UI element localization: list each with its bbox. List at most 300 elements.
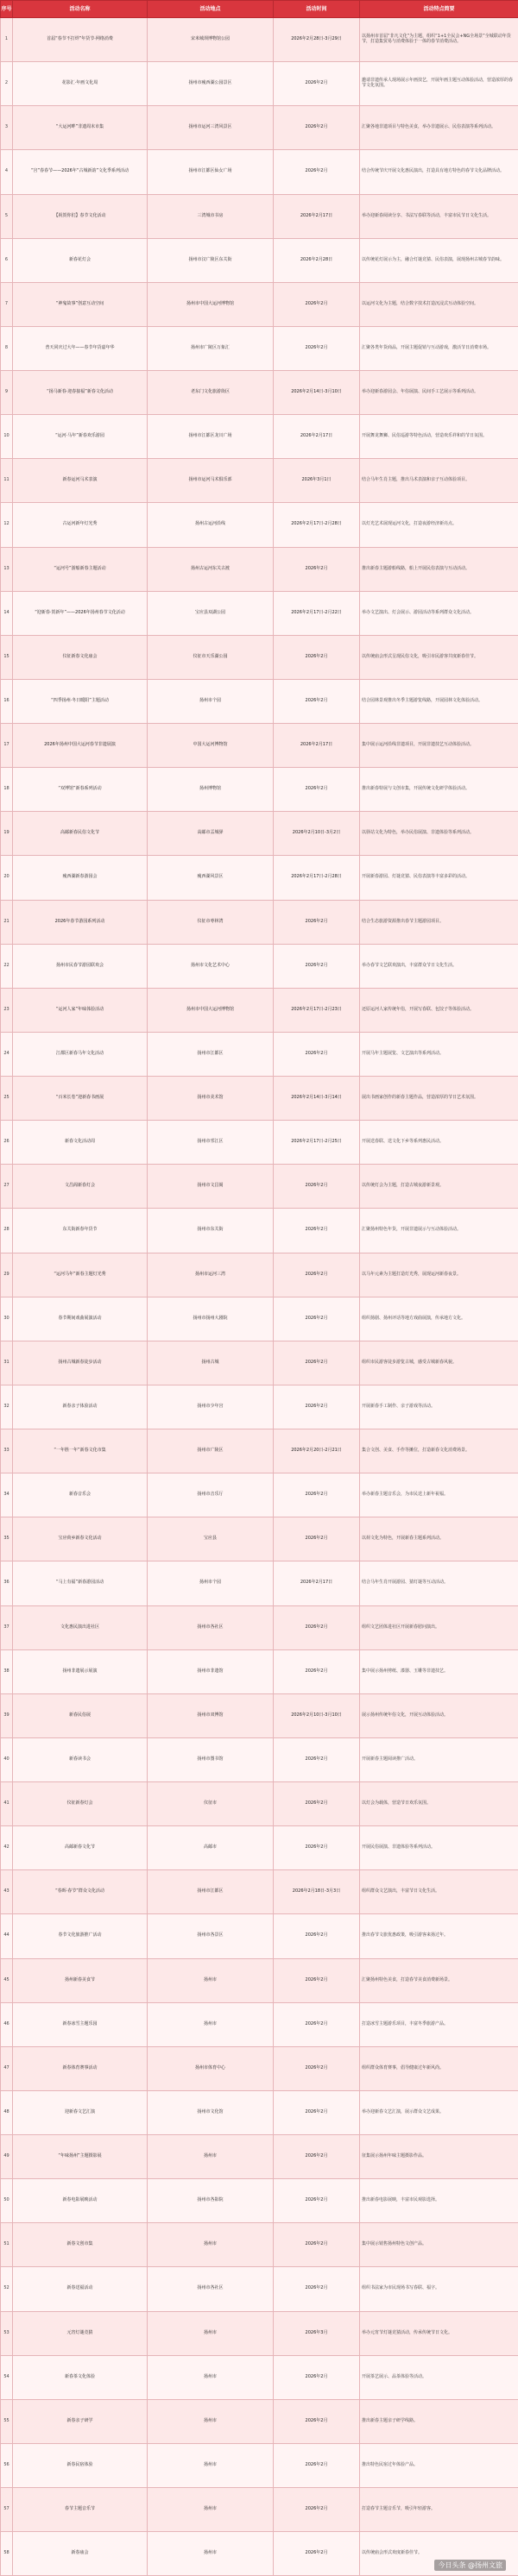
row-number: 7: [1, 282, 13, 326]
row-description: 开展送春联、送文化下乡等系列惠民活动。: [360, 1121, 518, 1165]
row-time: 2026年2月: [274, 768, 360, 812]
watermark: 今日头条 @扬州文旅: [434, 2560, 506, 2571]
table-row: [1, 2135, 518, 2179]
row-activity-name: 春节主题音乐节: [13, 2488, 148, 2532]
row-activity-name: 文昌阁新春灯会: [13, 1165, 148, 1209]
table-row: [1, 1209, 518, 1253]
row-description: 组织书法家为市民现场书写春联、福字。: [360, 2267, 518, 2311]
table-row: [1, 1429, 518, 1473]
row-activity-name: “运河人家”年味体验活动: [13, 988, 148, 1032]
row-description: 举办春节文艺联欢演出，丰富群众节日文化生活。: [360, 944, 518, 988]
row-number: 34: [1, 1473, 13, 1517]
row-activity-name: 江都区新春马年文化活动: [13, 1032, 148, 1076]
row-description: 集中展示运河沿线非遗项目，开展非遗技艺互动体验活动。: [360, 724, 518, 768]
row-description: 以扬州市首届“非凡文化”为主题，组织“1+1全民会+NG全场景”全城联动年货节，打造集贸易与消费体验于一体的春节消费活动。: [360, 18, 518, 62]
row-place: 扬州市江都区: [148, 1870, 274, 1914]
row-place: 仪征市枣林湾: [148, 900, 274, 944]
row-number: 30: [1, 1297, 13, 1341]
row-activity-name: “神鬼故事”创意互动空间: [13, 282, 148, 326]
row-time: 2026年2月: [274, 150, 360, 194]
row-time: 2026年2月: [274, 900, 360, 944]
row-place: 高邮市盂城驿: [148, 812, 274, 856]
table-row: [1, 2399, 518, 2443]
row-time: 2026年2月: [274, 2488, 360, 2532]
table-row: [1, 1958, 518, 2002]
row-time: 2026年2月: [274, 2090, 360, 2134]
row-description: 以传统灯会为主题，打造古城夜游新景观。: [360, 1165, 518, 1209]
row-description: 结合园林景观推出冬季主题游览线路，开展园林文化体验活动。: [360, 679, 518, 723]
row-number: 20: [1, 856, 13, 900]
row-time: 2026年2月: [274, 1517, 360, 1561]
row-place: 扬州市文化艺术中心: [148, 944, 274, 988]
row-description: 邀请非遗传承人现场展示年画技艺，开展年画主题互动体验活动，营造浓厚的春节文化氛围。: [360, 62, 518, 106]
row-description: 推出春节文旅优惠政策，吸引游客来扬过年。: [360, 1914, 518, 1958]
row-number: 25: [1, 1077, 13, 1121]
row-place: 扬州古运河沿线: [148, 503, 274, 547]
row-place: 扬州市: [148, 2002, 274, 2046]
row-activity-name: 迎新春文艺汇演: [13, 2090, 148, 2134]
row-number: 57: [1, 2488, 13, 2532]
row-place: 扬州市中国大运河博物馆: [148, 988, 274, 1032]
table-row: [1, 1870, 518, 1914]
row-activity-name: 新春茶文化体验: [13, 2355, 148, 2399]
row-place: 扬州市广陵区: [148, 1429, 274, 1473]
row-number: 26: [1, 1121, 13, 1165]
row-number: 32: [1, 1385, 13, 1429]
row-place: 扬州市个园: [148, 679, 274, 723]
table-row: [1, 150, 518, 194]
row-description: 开展舞龙舞狮、民俗巡游等特色活动，营造欢乐祥和的节日氛围。: [360, 415, 518, 459]
row-activity-name: 春节文化旅游推广活动: [13, 1914, 148, 1958]
table-row: [1, 2223, 518, 2267]
row-place: 扬州市: [148, 1958, 274, 2002]
row-activity-name: 新春文创市集: [13, 2223, 148, 2267]
table-row: [1, 371, 518, 415]
row-activity-name: 新春电影展映活动: [13, 2179, 148, 2223]
row-place: 扬州市美术馆: [148, 1077, 274, 1121]
row-number: 31: [1, 1341, 13, 1385]
row-place: 宝应县: [148, 1517, 274, 1561]
row-place: 扬州博物馆: [148, 768, 274, 812]
row-place: 扬州市: [148, 2443, 274, 2487]
row-activity-name: 古运河新年灯光秀: [13, 503, 148, 547]
row-description: 征集展示扬州年味主题摄影作品。: [360, 2135, 518, 2179]
row-place: 扬州市文昌阁: [148, 1165, 274, 1209]
row-time: 2026年2月: [274, 2267, 360, 2311]
row-place: 老东门文化旅游街区: [148, 371, 274, 415]
row-place: 扬州市中国大运河博物馆: [148, 282, 274, 326]
table-body: [1, 18, 518, 2576]
row-activity-name: 新春亲子体验活动: [13, 1385, 148, 1429]
row-time: 2026年2月17日-2月28日: [274, 503, 360, 547]
row-number: 28: [1, 1209, 13, 1253]
row-activity-name: 【祝贺你们】春节文化活动: [13, 194, 148, 238]
row-time: 2026年2月17日: [274, 1561, 360, 1605]
table-row: [1, 635, 518, 679]
row-number: 43: [1, 1870, 13, 1914]
row-number: 38: [1, 1649, 13, 1693]
row-time: 2026年2月: [274, 547, 360, 591]
table-row: [1, 591, 518, 635]
row-activity-name: 新春亲子研学: [13, 2399, 148, 2443]
table-row: [1, 900, 518, 944]
row-place: 扬州市各社区: [148, 1605, 274, 1649]
row-description: 举办迎新春游园会、年俗展演、民间手工艺展示等系列活动。: [360, 371, 518, 415]
table-row: [1, 194, 518, 238]
table-row: [1, 1253, 518, 1297]
row-activity-name: 首届“春节不打烊”年货节·网络消费: [13, 18, 148, 62]
row-time: 2026年2月: [274, 2443, 360, 2487]
row-place: 扬州市江都区: [148, 1032, 274, 1076]
row-description: 以传统庙会形式呈现民俗文化，吸引市民游客共度新春佳节。: [360, 635, 518, 679]
row-number: 4: [1, 150, 13, 194]
row-activity-name: 2026年春节游园系列活动: [13, 900, 148, 944]
row-description: 开展新春游园、灯谜竞猜、民俗表演等丰富多彩的活动。: [360, 856, 518, 900]
row-time: 2026年2月: [274, 1032, 360, 1076]
row-description: 汇聚各地非遗项目与特色美食，举办非遗展示、民俗表演等系列活动。: [360, 106, 518, 150]
row-description: 开展新春手工制作、亲子游戏等活动。: [360, 1385, 518, 1429]
row-number: 54: [1, 2355, 13, 2399]
table-row: [1, 2443, 518, 2487]
row-place: 高邮市: [148, 1826, 274, 1870]
table-row: [1, 2267, 518, 2311]
row-activity-name: 扬州非遗展示展演: [13, 1649, 148, 1693]
row-place: 扬州市扬州大剧院: [148, 1297, 274, 1341]
row-place: 扬州市运河马术俱乐部: [148, 459, 274, 503]
row-time: 2026年2月: [274, 1737, 360, 1781]
row-activity-name: “四季扬州·冬日暖阳”主题活动: [13, 679, 148, 723]
row-place: 宋米城坝博物馆公园: [148, 18, 274, 62]
row-place: 扬州市: [148, 2355, 274, 2399]
row-time: 2026年2月17日-2月22日: [274, 591, 360, 635]
row-activity-name: “一年胜一年”新春文化市集: [13, 1429, 148, 1473]
row-time: 2026年2月17日-2月28日: [274, 856, 360, 900]
row-description: 推出特色民宿过年体验产品。: [360, 2443, 518, 2487]
row-description: 以运河文化为主题，结合数字技术打造沉浸式互动体验空间。: [360, 282, 518, 326]
row-number: 41: [1, 1782, 13, 1826]
table-row: [1, 1165, 518, 1209]
table-row: [1, 1032, 518, 1076]
row-number: 29: [1, 1253, 13, 1297]
row-time: 2026年3月: [274, 2311, 360, 2355]
row-time: 2026年2月20日-2月21日: [274, 1429, 360, 1473]
row-place: 仪征市: [148, 1782, 274, 1826]
row-time: 2026年2月: [274, 1782, 360, 1826]
table-row: [1, 724, 518, 768]
row-description: 推出新春电影展映，丰富市民观影选择。: [360, 2179, 518, 2223]
row-description: 以灯光艺术展现运河文化，打造夜游经济新亮点。: [360, 503, 518, 547]
table-row: [1, 1782, 518, 1826]
row-time: 2026年2月: [274, 1385, 360, 1429]
table-row: [1, 62, 518, 106]
row-number: 50: [1, 2179, 13, 2223]
row-place: 扬州市: [148, 2399, 274, 2443]
row-description: 组织市民游客徒步游览古城，感受古城新春风貌。: [360, 1341, 518, 1385]
row-description: 结合传统节庆开展文化惠民演出，打造具有地方特色的春节文化品牌活动。: [360, 150, 518, 194]
row-number: 12: [1, 503, 13, 547]
row-place: 仪征市天乐湖公园: [148, 635, 274, 679]
table-row: [1, 282, 518, 326]
row-activity-name: 元宵灯谜竞猜: [13, 2311, 148, 2355]
row-time: 2026年2月: [274, 1914, 360, 1958]
row-number: 23: [1, 988, 13, 1032]
row-number: 58: [1, 2532, 13, 2576]
row-number: 45: [1, 1958, 13, 2002]
row-number: 22: [1, 944, 13, 988]
row-number: 47: [1, 2046, 13, 2090]
row-time: 2026年2月: [274, 1209, 360, 1253]
row-time: 2026年2月14日-3月10日: [274, 371, 360, 415]
row-activity-name: “运河·马年”新春欢乐游园: [13, 415, 148, 459]
row-time: 2026年2月: [274, 635, 360, 679]
row-number: 11: [1, 459, 13, 503]
row-activity-name: “大运河畔”非遗周末市集: [13, 106, 148, 150]
row-place: 扬州市个园: [148, 1561, 274, 1605]
row-place: 扬州市: [148, 2135, 274, 2179]
row-activity-name: 新春花灯会: [13, 238, 148, 282]
row-number: 35: [1, 1517, 13, 1561]
row-place: 扬州市文化馆: [148, 2090, 274, 2134]
row-number: 1: [1, 18, 13, 62]
row-description: 集中展示扬州剪纸、漆器、玉雕等非遗技艺。: [360, 1649, 518, 1693]
row-activity-name: “扬马新春·迎春接福”新春文化活动: [13, 371, 148, 415]
row-description: 以荷文化为特色，开展新春主题系列活动。: [360, 1517, 518, 1561]
row-activity-name: “年味扬州”主题摄影展: [13, 2135, 148, 2179]
row-time: 2026年2月10日-3月2日: [274, 812, 360, 856]
row-time: 2026年2月: [274, 1826, 360, 1870]
row-number: 44: [1, 1914, 13, 1958]
row-activity-name: 新春冰雪主题乐园: [13, 2002, 148, 2046]
row-number: 55: [1, 2399, 13, 2443]
row-activity-name: 新春民宿体验: [13, 2443, 148, 2487]
row-description: 汇聚各类年货商品，开展主题促销与互动游戏，激活节日消费市场。: [360, 326, 518, 370]
row-activity-name: 仪征新春文化庙会: [13, 635, 148, 679]
row-time: 2026年2月: [274, 282, 360, 326]
row-description: 组织文艺团体进社区开展新春慰问演出。: [360, 1605, 518, 1649]
row-time: 2026年2月: [274, 1253, 360, 1297]
row-time: 2026年2月: [274, 2532, 360, 2576]
row-time: 2026年2月: [274, 679, 360, 723]
row-activity-name: 扬州古城新春徒步活动: [13, 1341, 148, 1385]
row-time: 2026年2月17日: [274, 415, 360, 459]
row-number: 2: [1, 62, 13, 106]
row-activity-name: 仪征新春灯会: [13, 1782, 148, 1826]
row-number: 19: [1, 812, 13, 856]
row-description: 组织扬剧、扬州评话等地方戏曲展演，传承地方文化。: [360, 1297, 518, 1341]
table-row: [1, 2311, 518, 2355]
row-time: 2026年3月1日: [274, 459, 360, 503]
table-row: [1, 415, 518, 459]
row-place: 扬州市江都区仙女广场: [148, 150, 274, 194]
row-place: 宝应县双湖公园: [148, 591, 274, 635]
row-number: 51: [1, 2223, 13, 2267]
row-number: 5: [1, 194, 13, 238]
table-row: [1, 768, 518, 812]
row-time: 2026年2月18日-3月3日: [274, 1870, 360, 1914]
row-time: 2026年2月: [274, 1473, 360, 1517]
row-place: 扬州市邗江区: [148, 1121, 274, 1165]
row-time: 2026年2月: [274, 2399, 360, 2443]
row-description: 集合文创、美食、手作等摊位，打造新春文化消费场景。: [360, 1429, 518, 1473]
row-time: 2026年2月10日-3月10日: [274, 1693, 360, 1737]
row-description: 组织群众文艺演出，丰富节日文化生活。: [360, 1870, 518, 1914]
row-number: 37: [1, 1605, 13, 1649]
table-row: [1, 2488, 518, 2532]
row-description: 开展茶艺展示、品茶体验等活动。: [360, 2355, 518, 2399]
row-description: 举办文艺演出、灯会展示、游园活动等系列群众文化活动。: [360, 591, 518, 635]
row-time: 2026年2月: [274, 1958, 360, 2002]
header-place: 活动地点: [148, 1, 274, 18]
row-place: 扬州市运河三湾风景区: [148, 106, 274, 150]
table-row: [1, 106, 518, 150]
row-activity-name: 新春音乐会: [13, 1473, 148, 1517]
row-place: 扬州市: [148, 2488, 274, 2532]
row-description: 还原运河人家传统年俗，开展写春联、包饺子等体验活动。: [360, 988, 518, 1032]
row-number: 18: [1, 768, 13, 812]
row-time: 2026年2月: [274, 1605, 360, 1649]
row-place: 扬州市瘦西湖公园景区: [148, 62, 274, 106]
row-place: 瘦西湖风景区: [148, 856, 274, 900]
row-activity-name: “宫”春春节——2026年“古城新韵”文化季系列活动: [13, 150, 148, 194]
table-row: [1, 459, 518, 503]
row-time: 2026年2月: [274, 1297, 360, 1341]
row-activity-name: “运河马年”新春主题灯光秀: [13, 1253, 148, 1297]
row-time: 2026年2月17日-2月23日: [274, 988, 360, 1032]
row-number: 48: [1, 2090, 13, 2134]
row-description: 展出书画家创作的新春主题作品，营造浓厚的节日艺术氛围。: [360, 1077, 518, 1121]
row-activity-name: 新春送福活动: [13, 2267, 148, 2311]
row-description: 推出新春主题亲子研学线路。: [360, 2399, 518, 2443]
table-row: [1, 1473, 518, 1517]
row-place: 扬州古城: [148, 1341, 274, 1385]
row-activity-name: 扬州新春美食节: [13, 1958, 148, 2002]
table-row: [1, 18, 518, 62]
row-activity-name: 新春文化活动周: [13, 1121, 148, 1165]
row-place: 扬州市非遗馆: [148, 1649, 274, 1693]
table-row: [1, 503, 518, 547]
row-time: 2026年2月17日-2月25日: [274, 1121, 360, 1165]
row-time: 2026年2月: [274, 2135, 360, 2179]
row-description: 以传统花灯展示为主，融合灯谜竞猜、民俗表演，展现扬州古城春节韵味。: [360, 238, 518, 282]
row-description: 开展民俗展演、非遗体验等系列活动。: [360, 1826, 518, 1870]
row-description: 结合马年生肖主题，推出马术表演和亲子互动体验项目。: [360, 459, 518, 503]
table-row: [1, 1605, 518, 1649]
row-place: 扬州市江都区龙川广场: [148, 415, 274, 459]
row-place: 扬州市音乐厅: [148, 1473, 274, 1517]
row-place: 扬州市各社区: [148, 2267, 274, 2311]
row-description: 推出新春特展与文创市集，开展传统文化研学体验活动。: [360, 768, 518, 812]
table-row: [1, 988, 518, 1032]
table-header: [1, 1, 518, 18]
row-place: 扬州市东关街: [148, 1209, 274, 1253]
row-place: 扬州市广陵区万象汇: [148, 326, 274, 370]
row-number: 14: [1, 591, 13, 635]
row-place: 扬州市双博馆: [148, 1693, 274, 1737]
row-number: 9: [1, 371, 13, 415]
table-row: [1, 1826, 518, 1870]
row-number: 49: [1, 2135, 13, 2179]
header-no: 序号: [1, 1, 13, 18]
row-place: 扬州市各景区: [148, 1914, 274, 1958]
row-description: 举办元宵节灯谜竞猜活动，传承传统节日文化。: [360, 2311, 518, 2355]
row-time: 2026年2月: [274, 2179, 360, 2223]
row-description: 以驿站文化为特色，举办民俗展演、非遗体验等系列活动。: [360, 812, 518, 856]
row-number: 46: [1, 2002, 13, 2046]
row-activity-name: “马上有福”新春游园活动: [13, 1561, 148, 1605]
row-number: 21: [1, 900, 13, 944]
table-row: [1, 1121, 518, 1165]
row-activity-name: 新春读书会: [13, 1737, 148, 1781]
row-activity-name: 文化惠民演出进社区: [13, 1605, 148, 1649]
row-place: 扬州市: [148, 2532, 274, 2576]
row-time: 2026年2月14日-3月14日: [274, 1077, 360, 1121]
row-description: 举办迎新春阅读分享、书法写春联等活动，丰富市民节日文化生活。: [360, 194, 518, 238]
row-place: 扬州市: [148, 2223, 274, 2267]
row-time: 2026年2月28日-3月29日: [274, 18, 360, 62]
row-activity-name: 高邮新春文化节: [13, 1826, 148, 1870]
row-activity-name: 新春庙会: [13, 2532, 148, 2576]
row-description: 集中展示销售扬州特色文创产品。: [360, 2223, 518, 2267]
row-place: 三湾城市书房: [148, 194, 274, 238]
row-description: 打造冰雪主题游乐项目，丰富冬季旅游产品。: [360, 2002, 518, 2046]
row-description: 举办新春主题音乐会，为市民送上新年祝福。: [360, 1473, 518, 1517]
row-number: 13: [1, 547, 13, 591]
table-row: [1, 1385, 518, 1429]
row-activity-name: “运河号”游船新春主题活动: [13, 547, 148, 591]
table-row: [1, 2355, 518, 2399]
row-time: 2026年2月: [274, 326, 360, 370]
header-desc: 活动特点简要: [360, 1, 518, 18]
row-time: 2026年2月: [274, 62, 360, 106]
row-number: 8: [1, 326, 13, 370]
row-activity-name: 新春运河马术表演: [13, 459, 148, 503]
row-place: 扬州市运河三湾: [148, 1253, 274, 1297]
row-time: 2026年2月17日: [274, 194, 360, 238]
row-description: 推出新春主题游船线路，船上开展民俗表演与互动活动。: [360, 547, 518, 591]
table-row: [1, 2046, 518, 2090]
row-number: 56: [1, 2443, 13, 2487]
row-place: 扬州市体育中心: [148, 2046, 274, 2090]
row-description: 以灯会为载体，营造节日欢乐氛围。: [360, 1782, 518, 1826]
row-time: 2026年2月: [274, 2046, 360, 2090]
row-number: 39: [1, 1693, 13, 1737]
row-activity-name: 花影汇·年画文化周: [13, 62, 148, 106]
table-row: [1, 547, 518, 591]
row-description: 以传统庙会形式欢度新春佳节。: [360, 2532, 518, 2576]
row-time: 2026年2月: [274, 2355, 360, 2399]
row-activity-name: 新春体育赛事活动: [13, 2046, 148, 2090]
table-row: [1, 856, 518, 900]
row-description: 汇聚扬州特色年货，开展非遗展示与互动体验活动。: [360, 1209, 518, 1253]
table-row: [1, 1737, 518, 1781]
row-description: 汇聚扬州特色美食，打造春节美食消费新场景。: [360, 1958, 518, 2002]
row-number: 53: [1, 2311, 13, 2355]
row-place: 扬州古运河东关古渡: [148, 547, 274, 591]
row-number: 6: [1, 238, 13, 282]
row-description: 开展马年主题展览、文艺演出等系列活动。: [360, 1032, 518, 1076]
row-description: 以马年元素为主题打造灯光秀，展现运河新春夜景。: [360, 1253, 518, 1297]
row-number: 33: [1, 1429, 13, 1473]
row-number: 16: [1, 679, 13, 723]
table-row: [1, 2002, 518, 2046]
row-activity-name: 东关街新春年货节: [13, 1209, 148, 1253]
row-description: 举办迎新春文艺汇演，展示群众文艺成果。: [360, 2090, 518, 2134]
table-row: [1, 1341, 518, 1385]
row-activity-name: 扬州市民春节游园联欢会: [13, 944, 148, 988]
row-activity-name: 宝应荷乡新春文化活动: [13, 1517, 148, 1561]
table-row: [1, 1693, 518, 1737]
row-description: 开展新春主题阅读推广活动。: [360, 1737, 518, 1781]
